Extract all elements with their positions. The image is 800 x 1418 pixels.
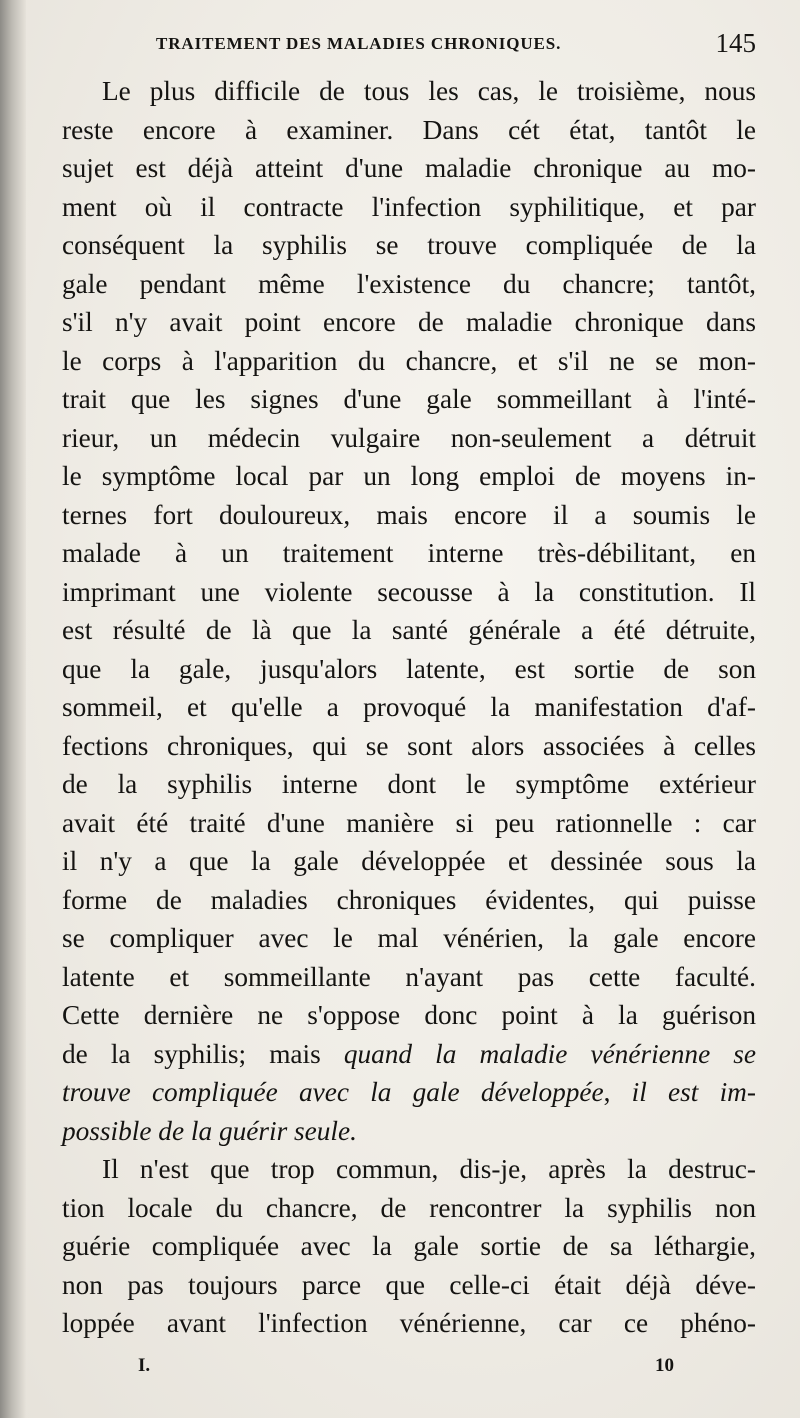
plain-text-segment: de la syphilis; mais	[62, 1038, 344, 1069]
italic-text-segment: quand la maladie vénérienne se	[343, 1038, 756, 1069]
page-number: 145	[715, 28, 756, 58]
text-line-mixed	[62, 1073, 756, 1112]
text-line: conséquent la syphilis se trouve compliquée de la	[62, 230, 756, 260]
text-line: s'il n'y avait point encore de maladie chronique dans	[62, 307, 756, 337]
text-line: est résulté de là que la santé générale a été détruite,	[62, 615, 756, 645]
text-line: il n'y a que la gale développée et dessinée sous la	[62, 846, 756, 876]
running-head: TRAITEMENT DES MALADIES CHRONIQUES.	[156, 34, 562, 53]
text-line: trait que les signes d'une gale sommeillant à l'inté-	[62, 384, 756, 414]
body-text	[62, 72, 756, 1343]
text-line: loppée avant l'infection vénérienne, car ce phéno-	[62, 1308, 756, 1338]
text-line: sujet est déjà atteint d'une maladie chronique au mo-	[62, 153, 756, 183]
text-line: le corps à l'apparition du chancre, et s'il ne se mon-	[62, 345, 756, 376]
text-line: se compliquer avec le mal vénérien, la gale encore	[62, 923, 756, 953]
text-line-mixed	[62, 1035, 756, 1074]
text-line: imprimant une violente secousse à la constitution. Il	[62, 576, 756, 607]
text-line: forme de maladies chroniques évidentes, qui puisse	[62, 884, 756, 915]
italic-text-segment: trouve compliquée avec la gale développée	[62, 1077, 604, 1107]
signature-mark: I.	[138, 1355, 151, 1376]
text-line: que la gale, jusqu'alors latente, est sortie de son	[62, 653, 756, 684]
text-line: tion locale du chancre, de rencontrer la syphilis non	[62, 1192, 756, 1223]
page-footer	[60, 1355, 756, 1385]
text-line: non pas toujours parce que celle-ci était déjà déve-	[62, 1269, 756, 1300]
text-line: ternes fort douloureux, mais encore il a soumis le	[62, 499, 756, 530]
text-line: ment où il contracte l'infection syphilitique, et par	[62, 191, 756, 222]
text-line: malade à un traitement interne très-débilitant, en	[62, 538, 756, 568]
text-line: latente et sommeillante n'ayant pas cette faculté.	[62, 961, 756, 992]
text-line: le symptôme local par un long emploi de moyens in-	[62, 461, 756, 491]
italic-text-segment: il est im-	[631, 1077, 756, 1107]
text-line: Le plus difficile de tous les cas, le troisième, nous	[102, 76, 756, 106]
text-line: rieur, un médecin vulgaire non-seulement a détruit	[62, 422, 756, 453]
text-line: sommeil, et qu'elle a provoqué la manifestation d'af-	[62, 692, 756, 722]
text-line: avait été traité d'une manière si peu rationnelle : car	[62, 807, 756, 838]
text-line: gale pendant même l'existence du chancre; tantôt,	[62, 268, 756, 299]
text-line: reste encore à examiner. Dans cét état, tantôt le	[62, 114, 756, 145]
text-line: fections chroniques, qui se sont alors associées à celles	[62, 730, 756, 761]
text-line: Il n'est que trop commun, dis-je, après la destruc-	[102, 1154, 756, 1184]
text-line-italic: possible de la guérir seule.	[62, 1115, 357, 1146]
gathering-number: 10	[655, 1355, 674, 1376]
page-header	[60, 26, 756, 66]
plain-text-segment: ,	[603, 1077, 632, 1107]
text-line: Cette dernière ne s'oppose donc point à la guérison	[62, 1000, 756, 1030]
page-gutter-shadow	[0, 0, 26, 1418]
text-line: de la syphilis interne dont le symptôme extérieur	[62, 769, 756, 799]
text-line: guérie compliquée avec la gale sortie de sa léthargie,	[62, 1231, 756, 1261]
